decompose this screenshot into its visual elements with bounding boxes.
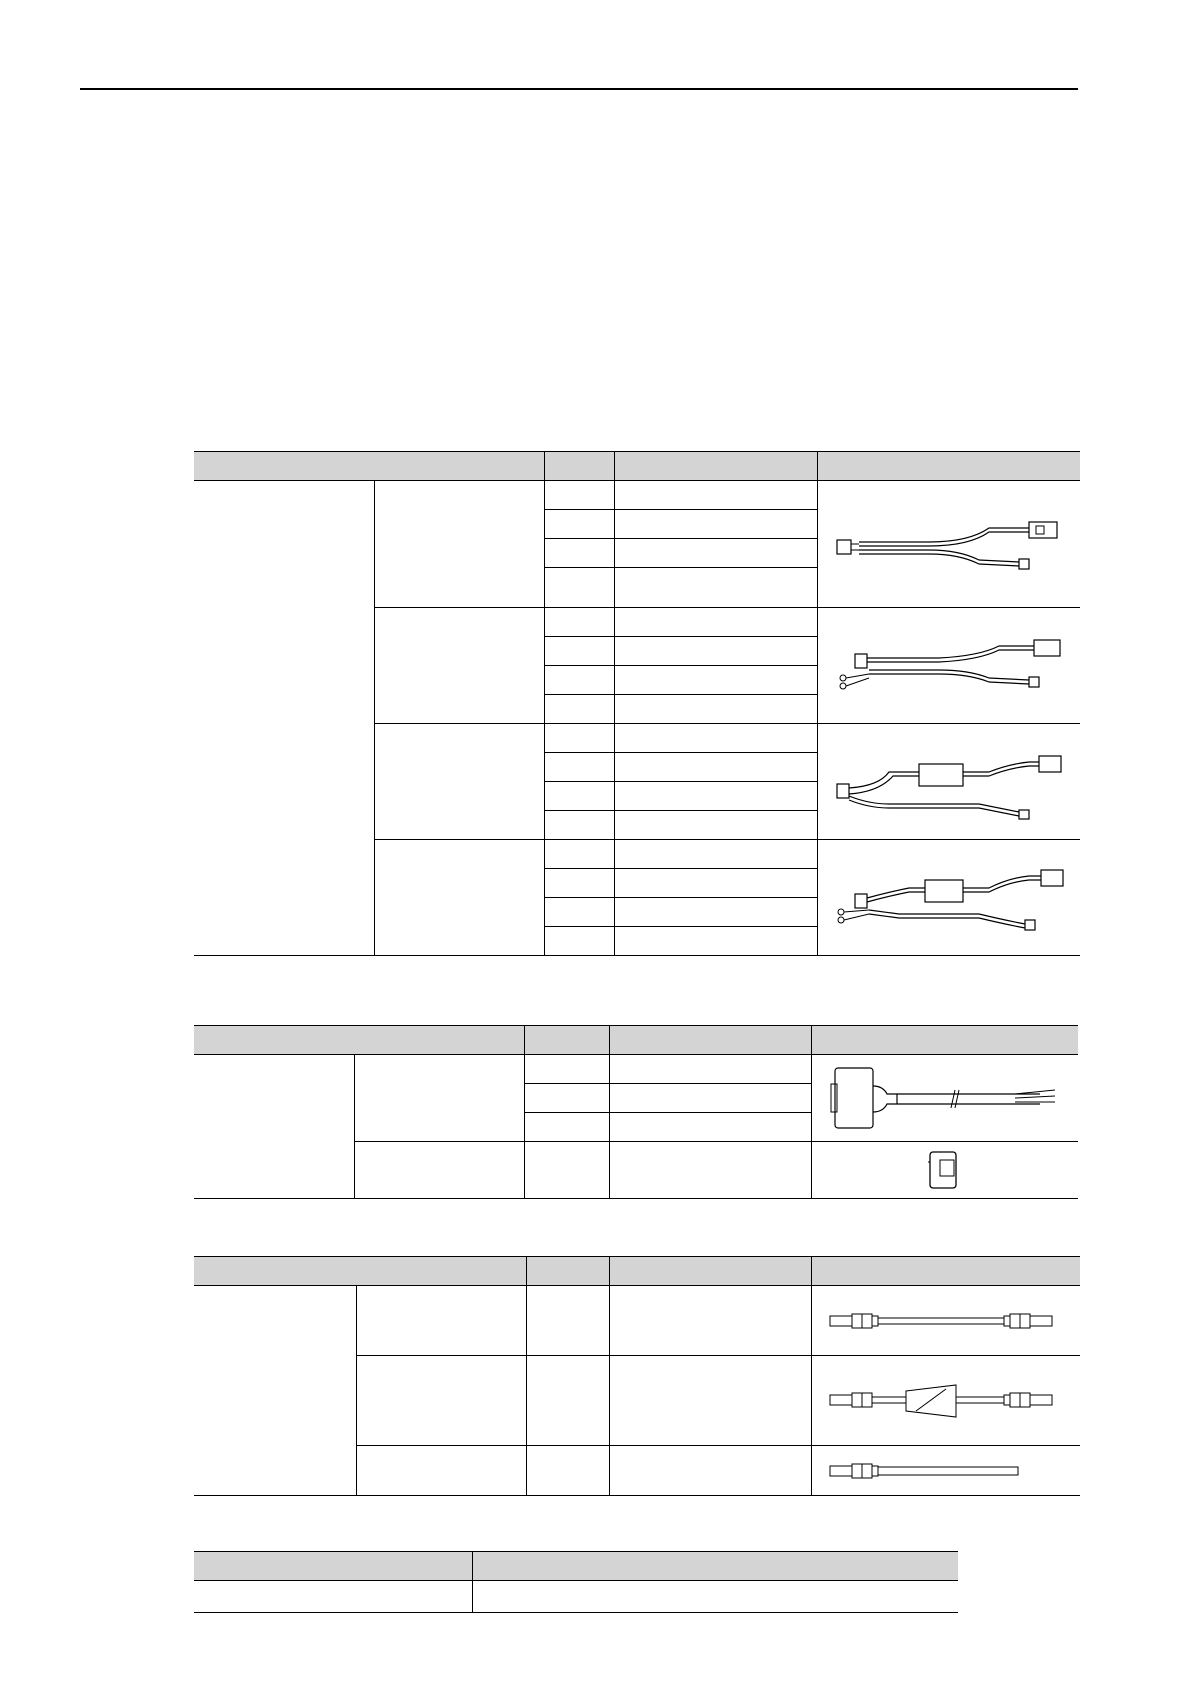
connector-plug-image: [920, 1146, 970, 1194]
length-cell: [544, 811, 614, 840]
table-row: [194, 1581, 958, 1613]
type-cell: [374, 840, 544, 956]
length-cell: [526, 1286, 609, 1356]
model-cell: [609, 1084, 811, 1113]
header-cell-name: [194, 1257, 526, 1286]
table-header-row: [194, 1257, 1080, 1286]
type-cell: [356, 1356, 526, 1446]
model-cell: [614, 481, 817, 510]
header-cell-appearance: [811, 1257, 1080, 1286]
link-cable-straight-illustration: [811, 1286, 1080, 1356]
length-cell: [544, 753, 614, 782]
header-cell-item: [194, 1552, 472, 1581]
model-cell: [609, 1286, 811, 1356]
length-cell: [544, 927, 614, 956]
type-cell: [354, 1055, 524, 1142]
length-cell: [544, 724, 614, 753]
model-cell: [614, 927, 817, 956]
io-cable-with-connector-illustration: [811, 1055, 1078, 1142]
length-cell: [544, 510, 614, 539]
power-cable-with-filter-illustration: [817, 724, 1080, 840]
type-cell: [374, 608, 544, 724]
model-cell: [614, 811, 817, 840]
model-cell: [609, 1055, 811, 1084]
header-cell-appearance: [811, 1026, 1078, 1055]
link-cable-single-end-illustration: [811, 1446, 1080, 1496]
length-cell: [524, 1055, 609, 1084]
link-cable-with-core-image: [826, 1381, 1066, 1421]
item-cell: [194, 1581, 472, 1613]
header-cell-model: [614, 452, 817, 481]
power-cable-with-filter-image: [829, 742, 1069, 822]
length-cell: [526, 1356, 609, 1446]
model-cell: [614, 637, 817, 666]
connector-plug-illustration: [811, 1142, 1078, 1199]
model-cell: [609, 1356, 811, 1446]
model-cell: [614, 568, 817, 608]
length-cell: [544, 568, 614, 608]
model-cell: [614, 898, 817, 927]
header-cell-model: [609, 1257, 811, 1286]
model-cell: [614, 695, 817, 724]
length-cell: [544, 539, 614, 568]
table-header-row: [194, 1026, 1078, 1055]
header-cell-name: [194, 1026, 524, 1055]
model-cell: [614, 782, 817, 811]
link-cable-straight-image: [826, 1306, 1066, 1336]
length-cell: [544, 782, 614, 811]
power-cable-with-terminals-image: [829, 626, 1069, 706]
type-cell: [374, 724, 544, 840]
model-cell: [614, 840, 817, 869]
header-cell-appearance: [817, 452, 1080, 481]
length-cell: [544, 666, 614, 695]
model-cell: [614, 510, 817, 539]
table-header-row: [194, 452, 1080, 481]
model-cell: [614, 724, 817, 753]
length-cell: [526, 1446, 609, 1496]
cable-table-1: [194, 451, 1080, 956]
link-cable-with-core-illustration: [811, 1356, 1080, 1446]
type-cell: [374, 481, 544, 608]
model-cell: [614, 608, 817, 637]
description-cell: [472, 1581, 958, 1613]
cable-table-3: [194, 1256, 1080, 1496]
length-cell: [544, 608, 614, 637]
cable-table-2: [194, 1025, 1078, 1199]
model-cell: [609, 1142, 811, 1199]
model-cell: [614, 753, 817, 782]
model-cell: [614, 539, 817, 568]
length-cell: [524, 1113, 609, 1142]
model-cell: [609, 1446, 811, 1496]
length-cell: [544, 695, 614, 724]
power-cable-straight-illustration: [817, 481, 1080, 608]
header-cell-name: [194, 452, 544, 481]
table-row: [194, 1055, 1078, 1084]
category-cell: [194, 1286, 356, 1496]
header-cell-description: [472, 1552, 958, 1581]
type-cell: [356, 1286, 526, 1356]
link-cable-single-end-image: [826, 1456, 1066, 1486]
length-cell: [524, 1142, 609, 1199]
power-cable-with-filter-and-terminals-image: [829, 858, 1069, 938]
length-cell: [544, 869, 614, 898]
length-cell: [544, 898, 614, 927]
header-cell-length: [524, 1026, 609, 1055]
header-cell-length: [544, 452, 614, 481]
table-header-row: [194, 1552, 958, 1581]
category-cell: [194, 1055, 354, 1199]
power-cable-with-filter-and-terminals-illustration: [817, 840, 1080, 956]
model-cell: [609, 1113, 811, 1142]
length-cell: [524, 1084, 609, 1113]
cable-table-4: [194, 1551, 958, 1613]
power-cable-with-terminals-illustration: [817, 608, 1080, 724]
model-cell: [614, 869, 817, 898]
table-row: [194, 481, 1080, 510]
header-cell-length: [526, 1257, 609, 1286]
category-cell: [194, 481, 374, 956]
power-cable-straight-image: [829, 504, 1069, 584]
table-row: [194, 1286, 1080, 1356]
header-cell-model: [609, 1026, 811, 1055]
type-cell: [356, 1446, 526, 1496]
io-cable-with-connector-image: [825, 1060, 1065, 1136]
length-cell: [544, 840, 614, 869]
model-cell: [614, 666, 817, 695]
type-cell: [354, 1142, 524, 1199]
length-cell: [544, 637, 614, 666]
header-rule: [80, 88, 1078, 90]
length-cell: [544, 481, 614, 510]
